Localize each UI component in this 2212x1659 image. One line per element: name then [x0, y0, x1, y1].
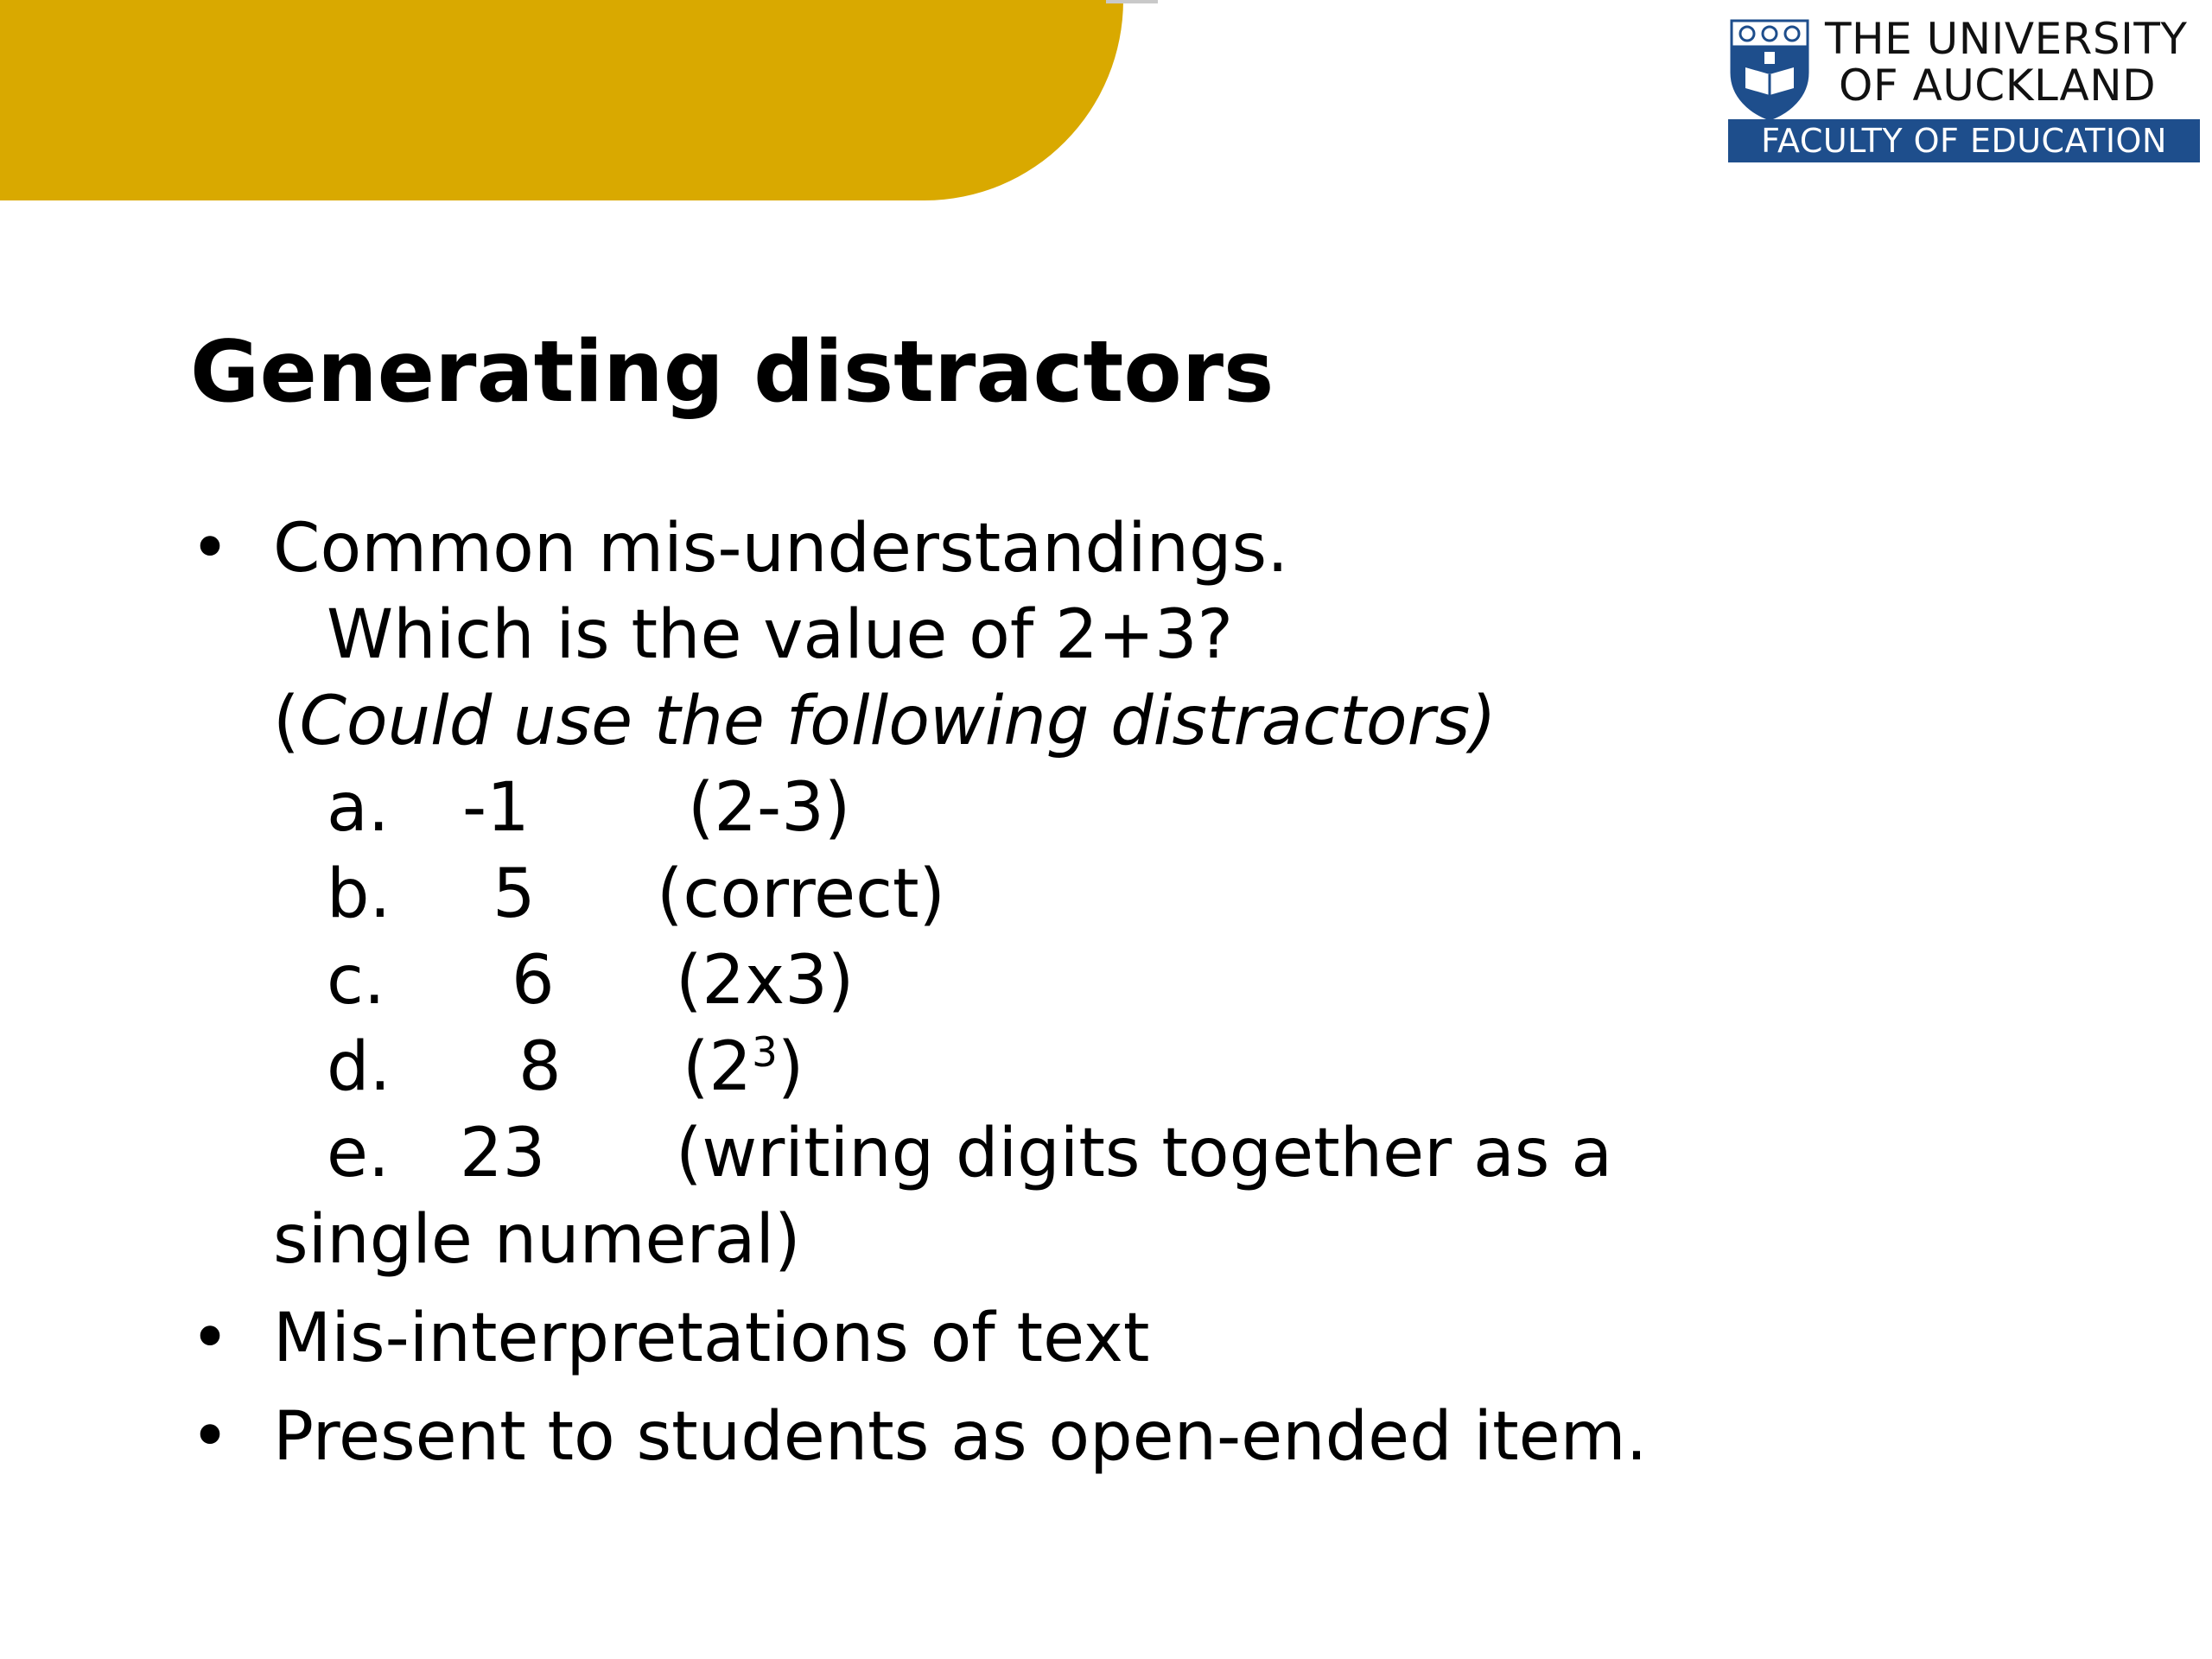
bullet-text: Mis-interpretations of text — [273, 1300, 1150, 1377]
bullet-item-open-ended — [190, 1394, 2091, 1480]
option-value: 6 — [512, 942, 555, 1020]
option-value: 5 — [493, 855, 536, 933]
option-letter: e. — [327, 1115, 390, 1192]
hint-text — [273, 678, 1497, 765]
slide-content — [190, 505, 2091, 1480]
option-letter: d. — [327, 1028, 391, 1106]
university-name-line2: OF AUCKLAND — [1839, 60, 2157, 111]
bullet-item-misinterpretations — [190, 1295, 2091, 1382]
option-note: (writing digits together as a — [676, 1115, 1613, 1192]
option-letter: b. — [327, 855, 391, 933]
hint-open-paren: ( — [273, 683, 300, 760]
university-name-line1: THE UNIVERSITY — [1825, 14, 2188, 64]
option-row-c — [190, 938, 2091, 1024]
option-row-d — [190, 1024, 2091, 1110]
hint-line — [190, 678, 2091, 765]
option-row-e — [190, 1110, 2091, 1197]
question-text: Which is the value of 2+3? — [327, 596, 1234, 674]
bullet-dot-icon: • — [190, 1398, 231, 1476]
bullet-text: Present to students as open-ended item. — [273, 1398, 1648, 1476]
header-rule — [1106, 0, 1158, 3]
bullet-dot-icon: • — [190, 1300, 231, 1377]
option-note: (2x3) — [676, 942, 855, 1020]
option-note: (correct) — [657, 855, 945, 933]
option-value: 23 — [460, 1115, 546, 1192]
option-row-b — [190, 851, 2091, 938]
option-note-close: ) — [777, 1028, 804, 1106]
header-accent-shape — [0, 0, 1123, 200]
slide-title: Generating distractors — [190, 323, 1274, 422]
bullet-dot-icon: • — [190, 510, 231, 588]
bullet-text: Common mis-understandings. — [273, 510, 1288, 588]
option-note: (2-3) — [688, 769, 851, 847]
option-note — [683, 1024, 804, 1110]
bullet-item-common-misunderstandings — [190, 505, 2091, 592]
option-note-superscript: 3 — [752, 1030, 778, 1077]
option-value: 8 — [518, 1028, 562, 1106]
option-e-continuation: single numeral) — [273, 1201, 801, 1279]
hint-italic-text: Could use the following distractors) — [299, 683, 1497, 760]
question-line — [190, 592, 2091, 678]
option-e-continuation-line — [190, 1197, 2091, 1283]
option-letter: a. — [327, 769, 390, 847]
university-logo — [1728, 16, 2202, 164]
option-letter: c. — [327, 942, 385, 1020]
option-value: -1 — [462, 769, 530, 847]
faculty-label: FACULTY OF EDUCATION — [1728, 119, 2200, 162]
option-row-a — [190, 765, 2091, 851]
university-crest-icon — [1728, 17, 1811, 121]
option-note-base: (2 — [683, 1028, 753, 1106]
